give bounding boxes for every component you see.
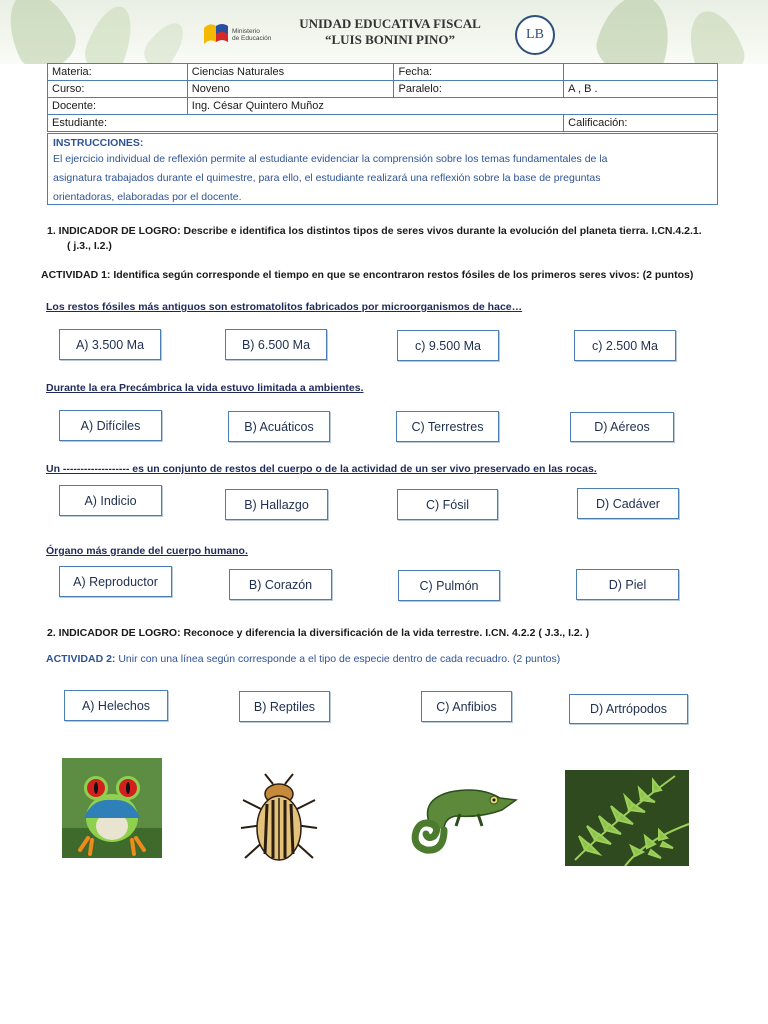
question-3: Un ------------------- es un conjunto de restos del cuerpo o de la actividad de un ser vivo preservado en las rocas. <box>46 463 597 475</box>
curso-value: Noveno <box>187 81 394 98</box>
q1-option-a[interactable]: A) 3.500 Ma <box>59 329 161 360</box>
q2-option-c[interactable]: C) Terrestres <box>396 411 499 442</box>
info-row-curso <box>48 81 718 98</box>
seal-monogram: LB <box>526 27 544 42</box>
question-2-text: Durante la era Precámbrica la vida estuvo limitada a ambientes <box>46 382 361 394</box>
fecha-value[interactable] <box>564 64 718 81</box>
indicator-2: 2. INDICADOR DE LOGRO: Reconoce y diferencia la diversificación de la vida terrestre. I.CN. 4.2.2 ( J.3., I.2. ) <box>47 627 590 639</box>
question-4: Órgano más grande del cuerpo humano. <box>46 545 248 557</box>
activity-2-text: Unir con una línea según corresponde a el tipo de especie dentro de cada recuadro. (2 puntos) <box>115 653 561 665</box>
indicator-1 <box>47 224 747 254</box>
paralelo-label: Paralelo: <box>394 81 564 98</box>
frog-image <box>62 758 162 858</box>
school-title-line2: “LUIS BONINI PINO” <box>324 32 456 47</box>
chameleon-image <box>410 770 520 860</box>
estudiante-field[interactable]: Estudiante: <box>48 115 564 132</box>
instructions-line2: asignatura trabajados durante el quimestre, para ello, el estudiante realizará una reflexión sobre la base de preguntas <box>53 172 601 184</box>
info-row-estudiante <box>48 115 718 132</box>
docente-label: Docente: <box>48 98 188 115</box>
info-row-materia <box>48 64 718 81</box>
docente-value: Ing. César Quintero Muñoz <box>187 98 717 115</box>
q2-option-d[interactable]: D) Aéreos <box>570 412 674 442</box>
info-row-docente <box>48 98 718 115</box>
q1-option-d[interactable]: c) 2.500 Ma <box>574 330 676 361</box>
school-title <box>285 16 495 48</box>
ministry-name <box>232 28 271 42</box>
ministry-line2: de Educación <box>232 35 272 42</box>
indicator-1-line1: 1. INDICADOR DE LOGRO: Describe e identifica los distintos tipos de seres vivos durante la evolución del planeta tierra. I.CN.4.2.1. <box>47 225 702 237</box>
instructions-line3: orientadoras, elaboradas por el docente. <box>53 191 242 203</box>
paralelo-value: A , B . <box>564 81 718 98</box>
q2-option-b[interactable]: B) Acuáticos <box>228 411 330 442</box>
fern-image <box>565 770 689 866</box>
instructions-box <box>47 133 718 205</box>
q4-option-a[interactable]: A) Reproductor <box>59 566 172 597</box>
match-option-b[interactable]: B) Reptiles <box>239 691 330 722</box>
q4-option-d[interactable]: D) Piel <box>576 569 679 600</box>
question-2: Durante la era Precámbrica la vida estuvo limitada a ambientes. <box>46 382 364 394</box>
ministry-line1: Ministerio <box>232 28 260 35</box>
q1-option-c[interactable]: c) 9.500 Ma <box>397 330 499 361</box>
match-option-d[interactable]: D) Artrópodos <box>569 694 688 724</box>
beetle-image <box>233 770 325 867</box>
materia-label: Materia: <box>48 64 188 81</box>
question-4-text: Órgano más grande del cuerpo humano <box>46 545 245 557</box>
question-3-text: Un ------------------- es un conjunto de restos del cuerpo o de la actividad de un ser vivo preservado en las rocas <box>46 463 594 475</box>
activity-2-label: ACTIVIDAD 2: <box>46 653 116 665</box>
match-option-c[interactable]: C) Anfibios <box>421 691 512 722</box>
activity-2 <box>46 652 560 666</box>
activity-1-title: ACTIVIDAD 1: Identifica según corresponde el tiempo en que se encontraron restos fósiles de los primeros seres vivos: (2 puntos) <box>41 269 694 281</box>
q3-option-c[interactable]: C) Fósil <box>397 489 498 520</box>
instructions-line1: El ejercicio individual de reflexión permite al estudiante evidenciar la comprensión sobre los temas fundamentales de la <box>53 153 608 165</box>
school-title-line1: UNIDAD EDUCATIVA FISCAL <box>299 16 481 31</box>
q1-option-b[interactable]: B) 6.500 Ma <box>225 329 327 360</box>
q3-option-a[interactable]: A) Indicio <box>59 485 162 516</box>
fecha-label: Fecha: <box>394 64 564 81</box>
q3-option-b[interactable]: B) Hallazgo <box>225 489 328 520</box>
ministry-emblem-icon <box>202 20 230 50</box>
curso-label: Curso: <box>48 81 188 98</box>
match-option-a[interactable]: A) Helechos <box>64 690 168 721</box>
calificacion-field[interactable]: Calificación: <box>564 115 718 132</box>
q3-option-d[interactable]: D) Cadáver <box>577 488 679 519</box>
ministry-logo <box>202 20 292 52</box>
materia-value: Ciencias Naturales <box>187 64 394 81</box>
q4-option-b[interactable]: B) Corazón <box>229 569 332 600</box>
q2-option-a[interactable]: A) Difíciles <box>59 410 162 441</box>
indicator-1-line2: ( j.3., I.2.) <box>67 240 112 252</box>
q4-option-c[interactable]: C) Pulmón <box>398 570 500 601</box>
question-1: Los restos fósiles más antiguos son estromatolitos fabricados por microorganismos de hace… <box>46 301 523 313</box>
info-table <box>47 63 718 132</box>
school-seal-icon <box>515 15 555 55</box>
instructions-title: INSTRUCCIONES: <box>53 137 144 149</box>
